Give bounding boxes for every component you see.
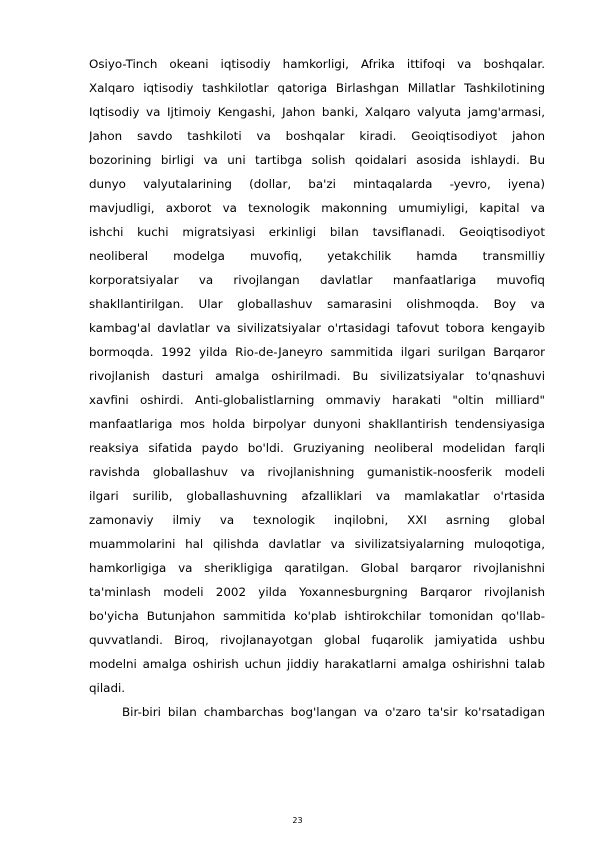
- text-line: zamonaviy ilmiy va texnologik inqilobni, XXI asrning global: [89, 513, 545, 527]
- text-line: quvvatlandi. Biroq, rivojlanayotgan global fuqarolik jamiyatida ushbu: [89, 633, 545, 647]
- text-line: Bir-biri bilan chambarchas bog'langan va o'zaro ta'sir ko'rsatadigan: [122, 705, 545, 719]
- text-line: neoliberal modelga muvofiq, yetakchilik hamda transmilliy: [89, 249, 545, 263]
- text-line: ravishda globallashuv va rivojlanishning gumanistik-noosferik modeli: [89, 465, 545, 479]
- text-line: modelni amalga oshirish uchun jiddiy harakatlarni amalga oshirishni talab: [89, 657, 545, 671]
- text-line: bo'yicha Butunjahon sammitida ko'plab ishtirokchilar tomonidan qo'llab-: [89, 609, 545, 623]
- text-line: qiladi.: [89, 681, 126, 695]
- text-line: hamkorligiga va sherikligiga qaratilgan. Global barqaror rivojlanishni: [89, 561, 545, 575]
- text-line: muammolarini hal qilishda davlatlar va sivilizatsiyalarning muloqotiga,: [89, 537, 545, 551]
- text-line: ishchi kuchi migratsiyasi erkinligi bilan tavsiflanadi. Geoiqtisodiyot: [89, 225, 545, 239]
- text-line: manfaatlariga mos holda birpolyar dunyoni shakllantirish tendensiyasiga: [89, 417, 545, 431]
- page-number: 23: [292, 816, 303, 825]
- text-line: dunyo valyutalarining (dollar, ba'zi mintaqalarda -yevro, iyena): [89, 177, 545, 191]
- text-line: ta'minlash modeli 2002 yilda Yoxannesburgning Barqaror rivojlanish: [89, 585, 545, 599]
- text-line: Jahon savdo tashkiloti va boshqalar kiradi. Geoiqtisodiyot jahon: [89, 129, 545, 143]
- text-line: korporatsiyalar va rivojlangan davlatlar manfaatlariga muvofiq: [89, 273, 545, 287]
- text-line: rivojlanish dasturi amalga oshirilmadi. Bu sivilizatsiyalar to'qnashuvi: [89, 369, 545, 383]
- body-text: [89, 52, 545, 724]
- text-line: xavfini oshirdi. Anti-globalistlarning ommaviy harakati "oltin milliard": [89, 393, 545, 407]
- text-line: reaksiya sifatida paydo bo'ldi. Gruziyaning neoliberal modelidan farqli: [89, 441, 545, 455]
- text-line: bormoqda. 1992 yilda Rio-de-Janeyro sammitida ilgari surilgan Barqaror: [89, 345, 545, 359]
- text-line: Osiyo-Tinch okeani iqtisodiy hamkorligi, Afrika ittifoqi va boshqalar.: [89, 57, 545, 71]
- text-line: Xalqaro iqtisodiy tashkilotlar qatoriga Birlashgan Millatlar Tashkilotining: [89, 81, 545, 95]
- text-line: kambag'al davlatlar va sivilizatsiyalar o'rtasidagi tafovut tobora kengayib: [89, 321, 545, 335]
- text-line: shakllantirilgan. Ular globallashuv samarasini olishmoqda. Boy va: [89, 297, 545, 311]
- text-line: Iqtisodiy va Ijtimoiy Kengashi, Jahon banki, Xalqaro valyuta jamg'armasi,: [89, 105, 545, 119]
- text-line: ilgari surilib, globallashuvning afzalliklari va mamlakatlar o'rtasida: [89, 489, 545, 503]
- text-line: mavjudligi, axborot va texnologik makonning umumiyligi, kapital va: [89, 201, 545, 215]
- text-line: bozorining birligi va uni tartibga solish qoidalari asosida ishlaydi. Bu: [89, 153, 545, 167]
